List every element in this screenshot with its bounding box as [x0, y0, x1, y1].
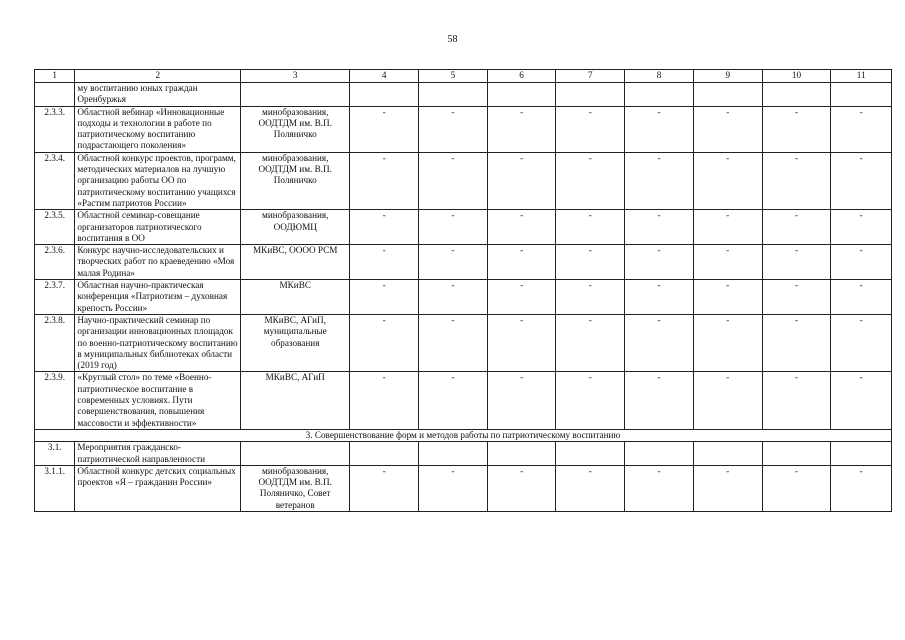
item-executor: МКиВС, АГиП, муниципальные образования: [241, 314, 350, 371]
page-number: 58: [447, 34, 458, 45]
item-value-col-10: -: [762, 245, 831, 280]
item-value-col-9: -: [693, 280, 762, 315]
item-value-col-6: -: [487, 210, 556, 245]
item-number: 2.3.8.: [35, 314, 75, 371]
item-value-col-4: -: [350, 372, 419, 429]
item-value-col-10: [762, 442, 831, 466]
item-value-col-4: -: [350, 152, 419, 209]
item-value-col-8: -: [625, 314, 694, 371]
table-row: [35, 314, 892, 371]
item-value-col-10: -: [762, 280, 831, 315]
item-value-col-5: [419, 83, 488, 107]
item-value-col-4: -: [350, 106, 419, 152]
item-value-col-11: -: [831, 210, 892, 245]
column-header-2: 2: [75, 70, 241, 83]
item-value-col-6: -: [487, 106, 556, 152]
item-value-col-10: -: [762, 314, 831, 371]
item-value-col-8: -: [625, 280, 694, 315]
item-name: Областной конкурс проектов, программ, методических материалов на лучшую организацию работы ОО по патриотическому воспитанию учащихся «Растим патриотов России»: [75, 152, 241, 209]
item-executor: минобразования, ООДТДМ им. В.П. Поляничко: [241, 152, 350, 209]
item-value-col-10: -: [762, 210, 831, 245]
item-executor: минобразования, ООДЮМЦ: [241, 210, 350, 245]
table-row: [35, 372, 892, 429]
item-value-col-5: -: [419, 245, 488, 280]
item-name: Конкурс научно-исследовательских и творческих работ по краеведению «Моя малая Родина»: [75, 245, 241, 280]
item-value-col-9: [693, 83, 762, 107]
item-value-col-7: -: [556, 210, 625, 245]
section-row: [35, 429, 892, 441]
item-value-col-9: -: [693, 106, 762, 152]
table-body: [35, 83, 892, 512]
item-value-col-8: -: [625, 106, 694, 152]
item-name: Областной семинар-совещание организаторов патриотического воспитания в ОО: [75, 210, 241, 245]
item-number: 2.3.6.: [35, 245, 75, 280]
table-row: [35, 210, 892, 245]
item-value-col-8: -: [625, 372, 694, 429]
item-value-col-5: -: [419, 372, 488, 429]
item-value-col-9: -: [693, 152, 762, 209]
item-value-col-4: [350, 83, 419, 107]
item-value-col-5: [419, 442, 488, 466]
item-value-col-5: -: [419, 152, 488, 209]
item-executor: МКиВС, АГиП: [241, 372, 350, 429]
item-value-col-8: -: [625, 245, 694, 280]
table-row: [35, 280, 892, 315]
column-header-4: 4: [350, 70, 419, 83]
item-value-col-8: -: [625, 465, 694, 511]
item-value-col-7: -: [556, 152, 625, 209]
item-value-col-6: -: [487, 280, 556, 315]
item-name: Научно-практический семинар по организации инновационных площадок по военно-патриотическому воспитанию в муниципальных библиотеках области (2019 год): [75, 314, 241, 371]
item-value-col-4: -: [350, 210, 419, 245]
item-value-col-5: -: [419, 106, 488, 152]
item-value-col-5: -: [419, 314, 488, 371]
section-title: 3. Совершенствование форм и методов работы по патриотическому воспитанию: [35, 429, 892, 441]
table-row: [35, 152, 892, 209]
item-value-col-8: -: [625, 152, 694, 209]
item-name: Мероприятия гражданско-патриотической направленности: [75, 442, 241, 466]
item-value-col-7: -: [556, 106, 625, 152]
item-value-col-6: -: [487, 314, 556, 371]
item-value-col-11: -: [831, 465, 892, 511]
item-value-col-11: -: [831, 280, 892, 315]
item-value-col-7: [556, 442, 625, 466]
table-row: [35, 245, 892, 280]
item-value-col-10: -: [762, 372, 831, 429]
item-value-col-9: -: [693, 210, 762, 245]
item-executor: [241, 442, 350, 466]
item-value-col-11: -: [831, 106, 892, 152]
item-value-col-4: -: [350, 280, 419, 315]
item-executor: минобразования, ООДТДМ им. В.П. Поляничко: [241, 106, 350, 152]
item-value-col-4: [350, 442, 419, 466]
column-header-5: 5: [419, 70, 488, 83]
item-executor: МКиВС, ОООО РСМ: [241, 245, 350, 280]
item-value-col-10: -: [762, 465, 831, 511]
column-header-10: 10: [762, 70, 831, 83]
plan-table: [34, 69, 892, 512]
header-row: [35, 70, 892, 83]
item-value-col-11: -: [831, 245, 892, 280]
item-value-col-9: [693, 442, 762, 466]
item-number: 3.1.1.: [35, 465, 75, 511]
item-value-col-9: -: [693, 314, 762, 371]
item-number: [35, 83, 75, 107]
item-value-col-7: [556, 83, 625, 107]
column-header-7: 7: [556, 70, 625, 83]
item-value-col-6: -: [487, 465, 556, 511]
item-value-col-4: -: [350, 465, 419, 511]
item-value-col-6: [487, 442, 556, 466]
item-name: Областной вебинар «Инновационные подходы и технологии в работе по патриотическому воспитанию подрастающего поколения»: [75, 106, 241, 152]
item-value-col-11: [831, 442, 892, 466]
item-value-col-10: -: [762, 106, 831, 152]
item-value-col-9: -: [693, 465, 762, 511]
column-header-1: 1: [35, 70, 75, 83]
item-value-col-11: -: [831, 314, 892, 371]
item-value-col-7: -: [556, 314, 625, 371]
item-value-col-9: -: [693, 245, 762, 280]
table-row: [35, 465, 892, 511]
item-value-col-5: -: [419, 210, 488, 245]
item-value-col-8: -: [625, 210, 694, 245]
column-header-3: 3: [241, 70, 350, 83]
column-header-11: 11: [831, 70, 892, 83]
table-row: [35, 106, 892, 152]
item-value-col-10: [762, 83, 831, 107]
item-value-col-5: -: [419, 465, 488, 511]
item-value-col-6: [487, 83, 556, 107]
item-number: 2.3.5.: [35, 210, 75, 245]
item-name: Областная научно-практическая конференция «Патриотизм – духовная крепость России»: [75, 280, 241, 315]
item-number: 3.1.: [35, 442, 75, 466]
item-value-col-6: -: [487, 245, 556, 280]
table-header: [35, 70, 892, 83]
item-name: Областной конкурс детских социальных проектов «Я – гражданин России»: [75, 465, 241, 511]
item-number: 2.3.9.: [35, 372, 75, 429]
item-value-col-6: -: [487, 372, 556, 429]
item-number: 2.3.7.: [35, 280, 75, 315]
item-value-col-7: -: [556, 280, 625, 315]
item-executor: [241, 83, 350, 107]
item-value-col-11: [831, 83, 892, 107]
item-value-col-6: -: [487, 152, 556, 209]
item-executor: МКиВС: [241, 280, 350, 315]
item-value-col-7: -: [556, 245, 625, 280]
item-value-col-8: [625, 442, 694, 466]
item-name: «Круглый стол» по теме «Военно-патриотическое воспитание в современных условиях. Пути совершенствования, повышения массовости и эффективности»: [75, 372, 241, 429]
item-number: 2.3.3.: [35, 106, 75, 152]
item-value-col-9: -: [693, 372, 762, 429]
column-header-6: 6: [487, 70, 556, 83]
item-value-col-4: -: [350, 245, 419, 280]
item-value-col-10: -: [762, 152, 831, 209]
table-row: [35, 442, 892, 466]
item-value-col-7: -: [556, 372, 625, 429]
item-name: му воспитанию юных граждан Оренбуржья: [75, 83, 241, 107]
item-value-col-11: -: [831, 152, 892, 209]
item-number: 2.3.4.: [35, 152, 75, 209]
item-value-col-11: -: [831, 372, 892, 429]
item-value-col-4: -: [350, 314, 419, 371]
column-header-8: 8: [625, 70, 694, 83]
column-header-9: 9: [693, 70, 762, 83]
item-value-col-7: -: [556, 465, 625, 511]
table-row: [35, 83, 892, 107]
item-executor: минобразования, ООДТДМ им. В.П. Поляничко, Совет ветеранов: [241, 465, 350, 511]
item-value-col-5: -: [419, 280, 488, 315]
item-value-col-8: [625, 83, 694, 107]
